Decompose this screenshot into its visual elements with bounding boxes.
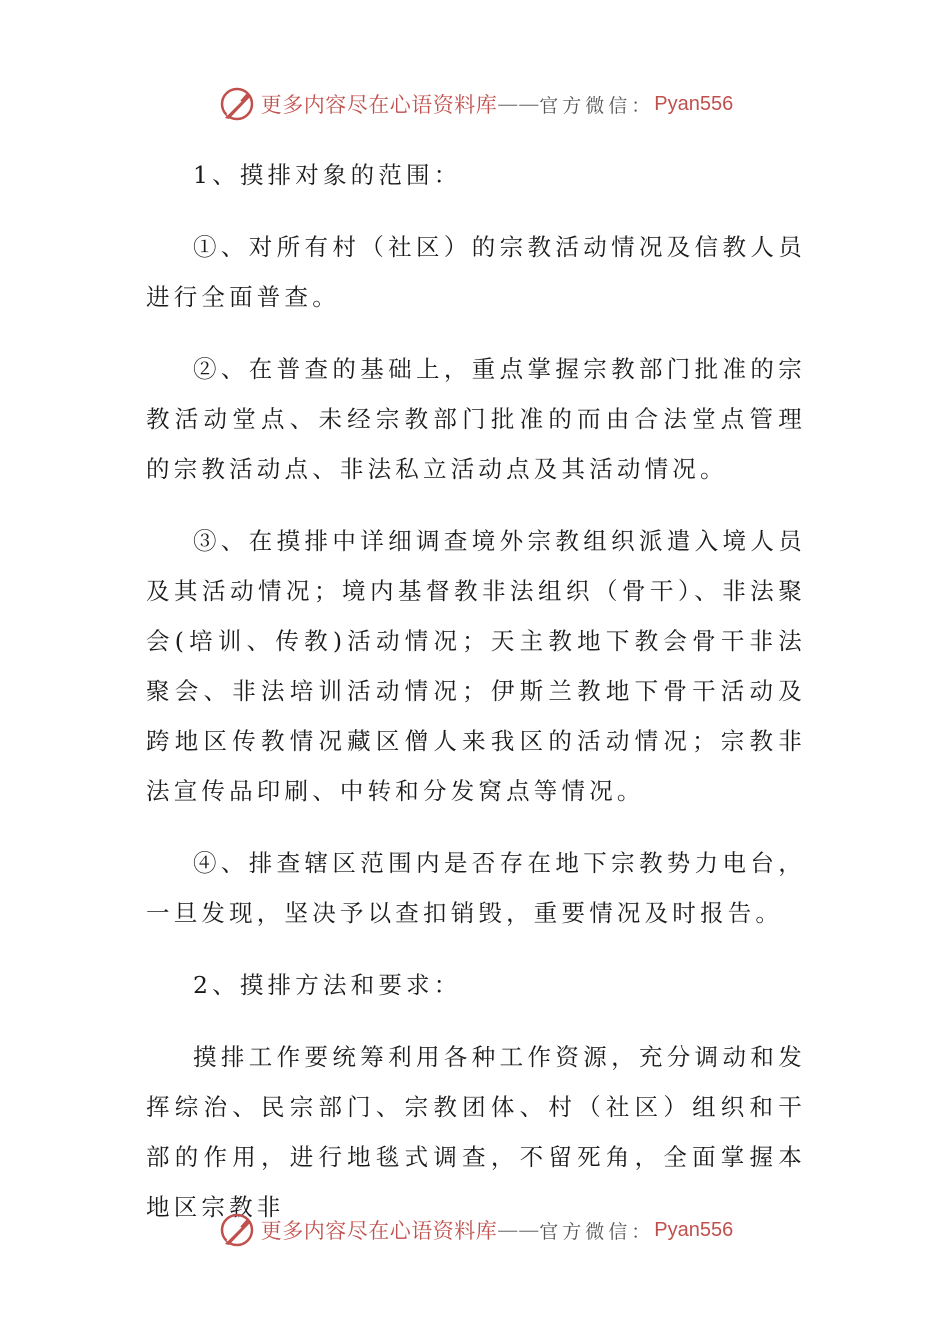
document-body [146,150,806,1254]
header-dash: —— [497,92,540,116]
header-brand: 更多内容尽在心语资料库 [260,93,498,117]
footer-dash: —— [497,1218,540,1242]
header-banner [0,84,950,124]
section-heading: 2、摸排方法和要求： [193,971,462,999]
quill-logo-icon [217,1210,257,1250]
footer-wechat-id: Pyan556 [654,1218,734,1241]
header-wechat-id: Pyan556 [654,92,734,115]
footer-banner [0,1210,950,1250]
footer-brand: 更多内容尽在心语资料库 [260,1219,498,1243]
paragraph: ③、在摸排中详细调查境外宗教组织派遣入境人员及其活动情况；境内基督教非法组织（骨干）、非法聚会(培训、传教)活动情况；天主教地下教会骨干非法聚会、非法培训活动情况；伊斯兰教地下骨干活动及跨地区传教情况藏区僧人来我区的活动情况；宗教非法宣传品印刷、中转和分发窝点等情况。 [146,527,806,805]
header-wechat-label: 官方微信： [539,94,655,117]
paragraph: ②、在普查的基础上，重点掌握宗教部门批准的宗教活动堂点、未经宗教部门批准的而由合法堂点管理的宗教活动点、非法私立活动点及其活动情况。 [146,355,806,483]
paragraph: 摸排工作要统筹利用各种工作资源，充分调动和发挥综治、民宗部门、宗教团体、村（社区）组织和干部的作用，进行地毯式调查，不留死角，全面掌握本地区宗教非 [146,1043,806,1221]
paragraph: ①、对所有村（社区）的宗教活动情况及信教人员进行全面普查。 [146,233,806,311]
footer-wechat-label: 官方微信： [539,1220,655,1243]
section-heading: 1、摸排对象的范围： [193,161,462,189]
paragraph: ④、排查辖区范围内是否存在地下宗教势力电台，一旦发现，坚决予以查扣销毁，重要情况及时报告。 [146,849,806,927]
quill-logo-icon [217,84,257,124]
